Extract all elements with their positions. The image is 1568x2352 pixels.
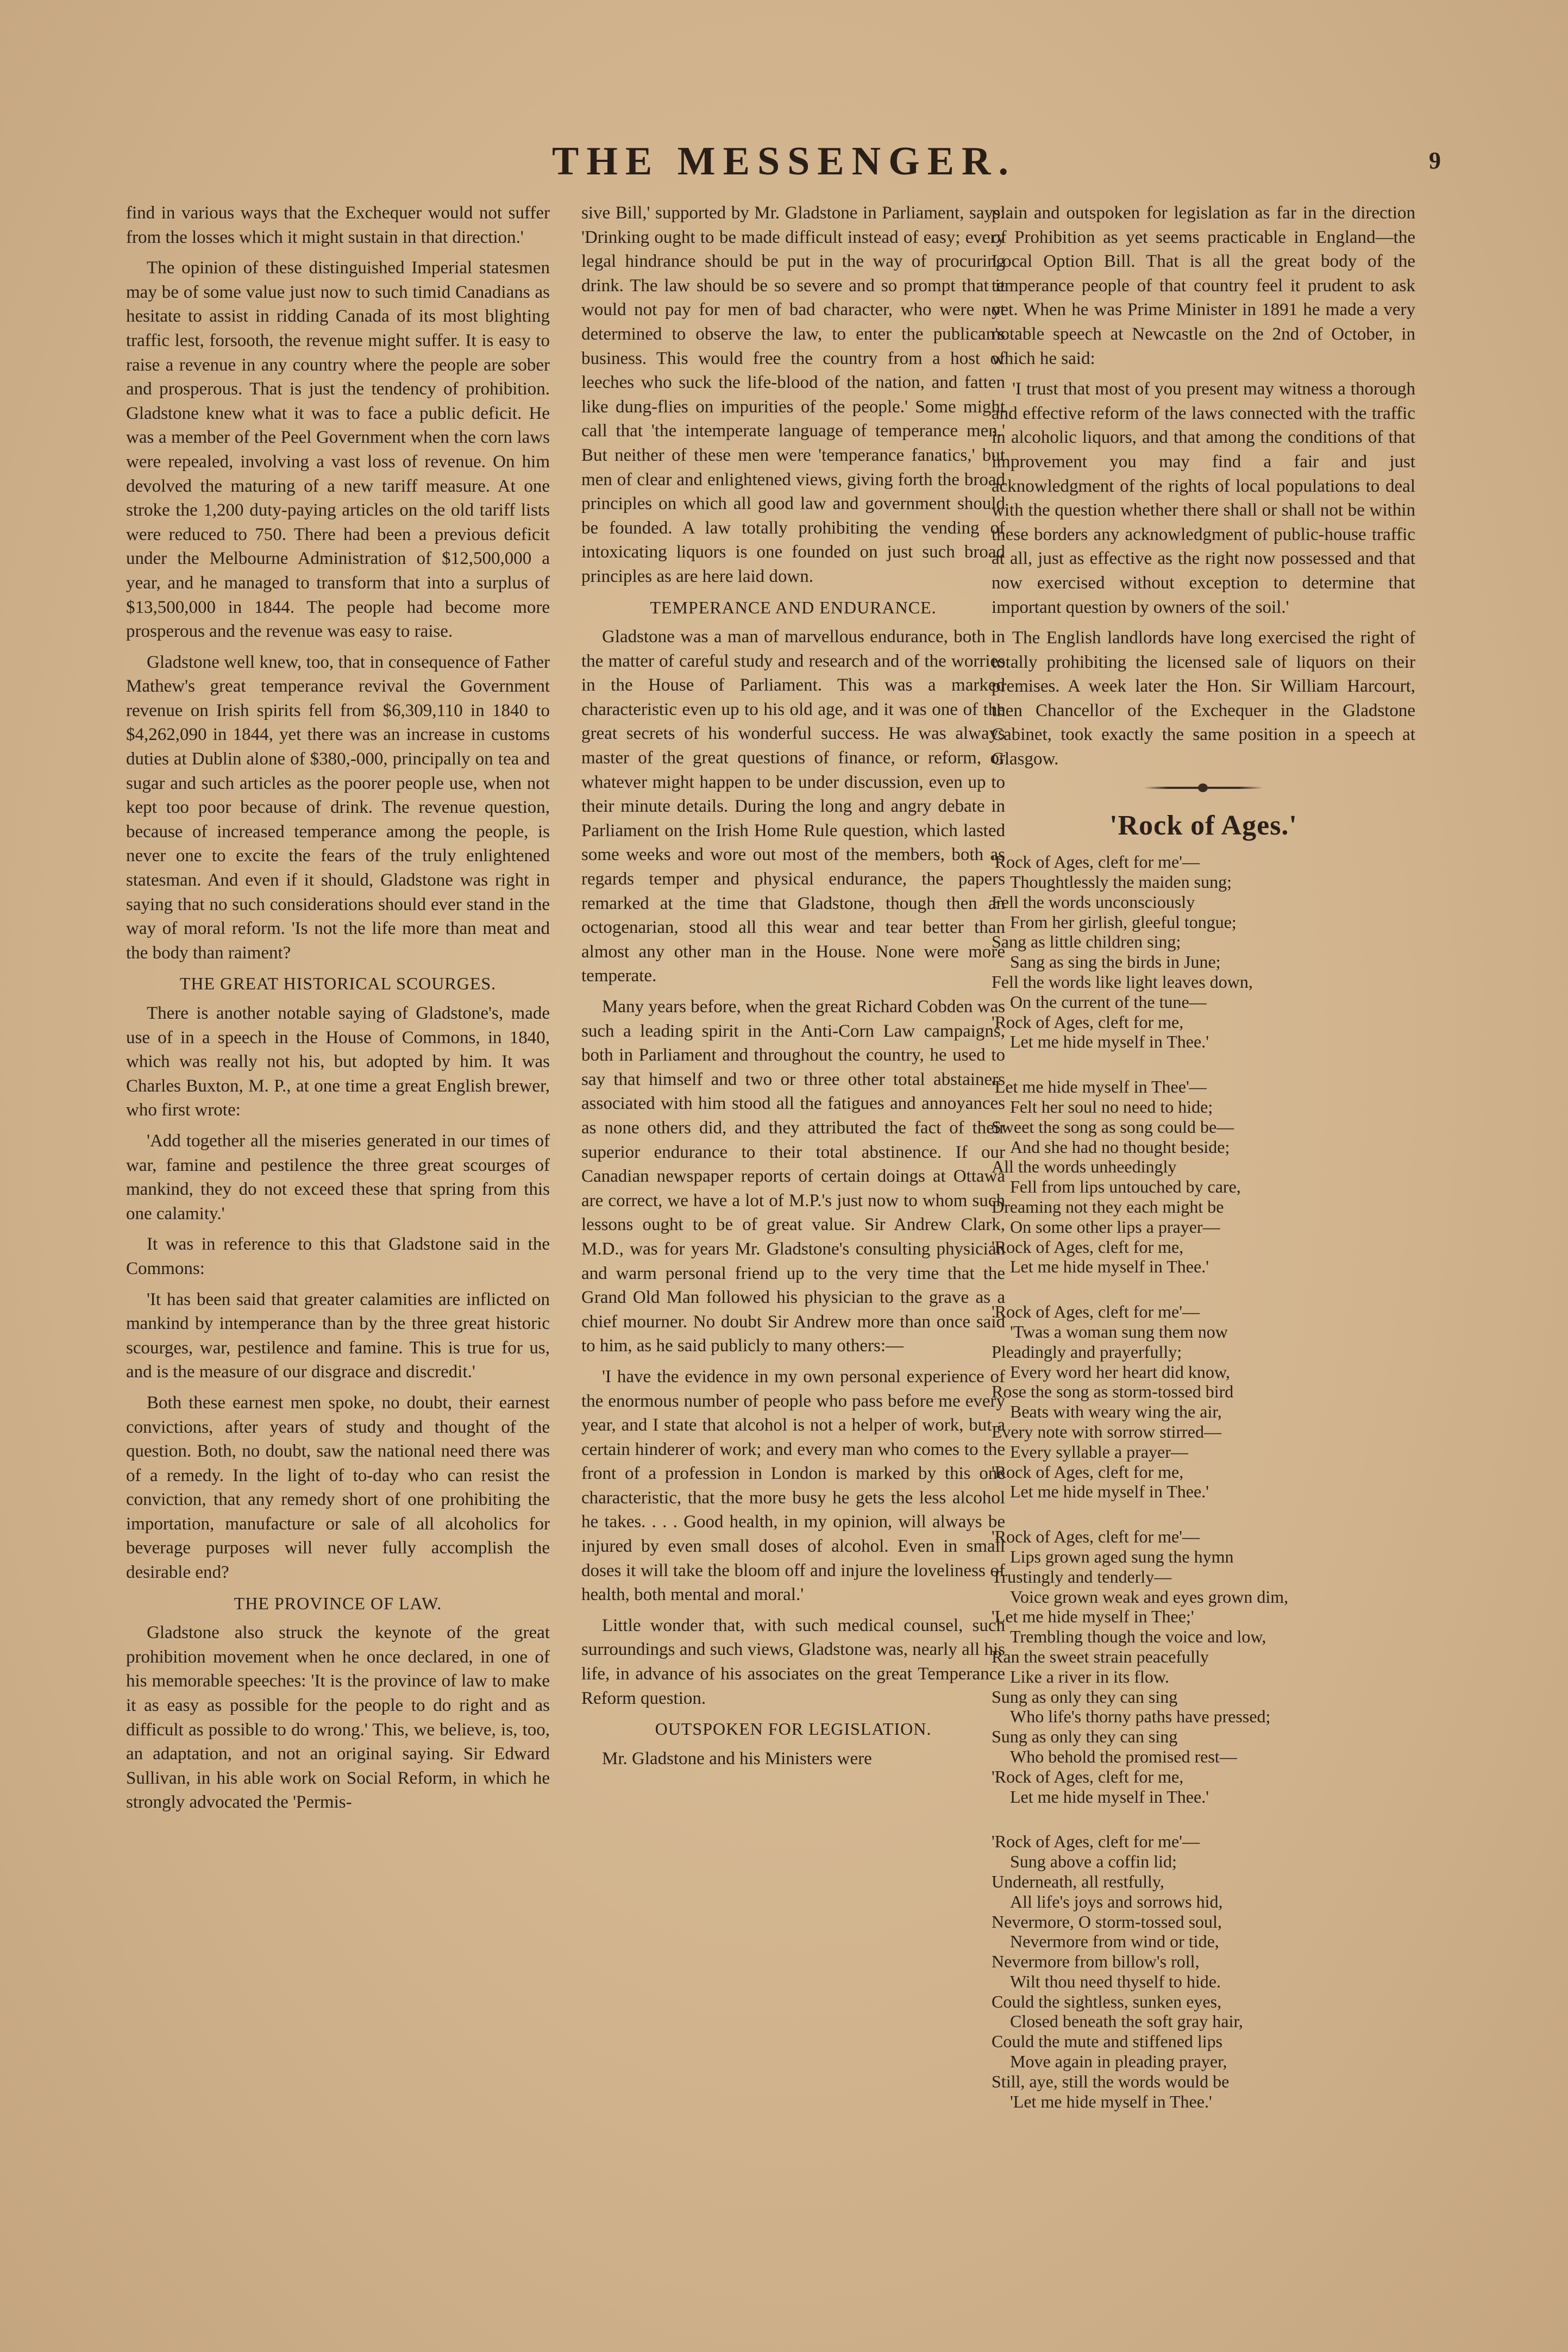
poem-line: Sung as only they can sing [992, 1686, 1178, 1707]
poem-line: Every word her heart did know, [1010, 1362, 1230, 1382]
paragraph: sive Bill,' supported by Mr. Gladstone in Parliament, says: 'Drinking ought to be made difficult instead of easy; every legal hindrance should be put in the way of procuring drink. The law should be so severe and so prompt that it would not pay for men of bad character, who were not determined to observe the law, to enter the publican's business. This would free the country from a host of leeches who suck the life-blood of the nation, and fatten like dung-flies on impurities of the people.' Some might call that 'the intemperate language of temperance men.' But neither of these men were 'temperance fanatics,' but men of clear and enlightened views, giving forth the broad principles on which all good law and government should be founded. A law totally prohibiting the vending of intoxicating liquors is one founded on just such broad principles as are here laid down. [581, 203, 1005, 586]
poem-line: Sweet the song as song could be— [992, 1117, 1234, 1137]
poem-line: Voice grown weak and eyes grown dim, [1010, 1586, 1289, 1607]
paragraph: The opinion of these distinguished Imperial statesmen may be of some value just now to such timid Canadians as hesitate to assist in ridding Canada of its most blighting traffic lest, forsooth, the revenue might suffer. It is easy to raise a revenue in any country where the people are sober and prosperous. That is just the tendency of prohibition. Gladstone knew what it was to face a public deficit. He was a member of the Peel Government when the corn laws were repealed, involving a vast loss of revenue. On him devolved the maturing of a new tariff measure. At one stroke the 1,200 duty-paying articles on the old tariff lists were reduced to 750. There had been a previous deficit under the Melbourne Administration of $12,500,000 a year, and he managed to transform that into a surplus of $13,500,000 in 1844. The people had become more prosperous and the revenue was easy to raise. [126, 258, 550, 642]
column-1 [126, 201, 550, 1821]
poem-line: Could the mute and stiffened lips [992, 2031, 1223, 2052]
poem-line: On some other lips a prayer— [1010, 1216, 1220, 1237]
poem-line: Lips grown aged sung the hymn [1010, 1546, 1234, 1566]
poem-line: Let me hide myself in Thee.' [1010, 1032, 1209, 1052]
poem-line: From her girlish, gleeful tongue; [1010, 912, 1237, 932]
poem-line: Fell the words unconsciously [992, 892, 1195, 912]
poem [992, 852, 1415, 2111]
poem-line: Like a river in its flow. [1010, 1666, 1169, 1686]
poem-line: Sung as only they can sing [992, 1727, 1178, 1747]
poem-line: Nevermore, O storm-tossed soul, [992, 1911, 1222, 1931]
column-3 [992, 201, 1415, 2136]
poem-line: Trembling though the voice and low, [1010, 1627, 1266, 1647]
column-2 [581, 201, 1005, 1777]
paragraph: It was in reference to this that Gladstone said in the Commons: [126, 1234, 550, 1278]
section-heading: TEMPERANCE AND ENDURANCE. [650, 597, 937, 617]
poem-line: 'Rock of Ages, cleft for me, [992, 1012, 1184, 1032]
section-heading: THE PROVINCE OF LAW. [234, 1593, 442, 1613]
paragraph: The English landlords have long exercised the right of totally prohibiting the licensed sale of liquors on their premises. A week later the Hon. Sir William Harcourt, then Chancellor of the Exchequer in the Gladstone Cabinet, took exactly the same position in a speech at Glasgow. [992, 628, 1415, 769]
section-heading: THE GREAT HISTORICAL SCOURGES. [179, 974, 497, 994]
poem-line: All life's joys and sorrows hid, [1010, 1891, 1223, 1911]
poem-line: Let me hide myself in Thee.' [1010, 1786, 1209, 1807]
poem-line: 'Let me hide myself in Thee'— [992, 1077, 1207, 1097]
quotation: 'It has been said that greater calamities are inflicted on mankind by intemperance than by the three great historic scourges, war, pestilence and famine. This is true for us, and is the measure of our disgrace and discredit.' [126, 1289, 550, 1382]
poem-stanza [992, 1077, 1415, 1277]
poem-line: 'Rock of Ages, cleft for me, [992, 1462, 1184, 1482]
poem-line: Sang as little children sing; [992, 932, 1181, 952]
poem-stanza [992, 1527, 1415, 1807]
poem-line: Felt her soul no need to hide; [1010, 1097, 1213, 1117]
paragraph: Little wonder that, with such medical counsel, such surroundings and such views, Gladstone was, nearly all his life, in advance of his associates on the great Temperance Reform question. [581, 1615, 1005, 1708]
poem-line: Let me hide myself in Thee.' [1010, 1257, 1209, 1277]
paragraph: Gladstone well knew, too, that in consequence of Father Mathew's great temperance revival the Government revenue on Irish spirits fell from $6,309,110 in 1840 to $4,262,090 in 1844, yet there was an increase in customs duties at Dublin alone of $380,-000, principally on tea and sugar and such articles as the poorer people use, when not kept too poor because of drink. The revenue question, because of increased temperance among the people, is never one to excite the fears of the truly enlightened statesman. And even if it should, Gladstone was right in saying that no such considerations should ever stand in the way of moral reform. 'Is not the life more than meat and the body than raiment? [126, 652, 550, 963]
poem-line: Sung above a coffin lid; [1010, 1852, 1177, 1872]
ornamental-rule [1144, 787, 1263, 789]
poem-line: 'Twas a woman sung them now [1010, 1321, 1228, 1341]
quotation: 'Add together all the miseries generated in our times of war, famine and pestilence the three great scourges of mankind, they do not exceed these that spring from this one calamity.' [126, 1131, 550, 1224]
poem-line: Ran the sweet strain peacefully [992, 1646, 1209, 1666]
poem-line: Fell the words like light leaves down, [992, 972, 1253, 992]
paragraph: Mr. Gladstone and his Ministers were [602, 1748, 872, 1768]
poem-line: Closed beneath the soft gray hair, [1010, 2011, 1243, 2031]
poem-stanza [992, 1832, 1415, 2111]
masthead: THE MESSENGER. [552, 139, 1016, 184]
poem-stanza [992, 1302, 1415, 1502]
poem-line: Beats with weary wing the air, [1010, 1402, 1222, 1422]
page-number: 9 [1429, 147, 1441, 174]
paragraph: Many years before, when the great Richard Cobden was such a leading spirit in the Anti-Corn Law campaigns, both in Parliament and throughout the country, he used to say that himself and two or three other total abstainers associated with him stood all the fatigues and annoyances as none others did, and they attributed the fact of their superior endurance to their total abstinence. If our Canadian newspaper reports of certain doings at Ottawa are correct, we have a lot of M.P.'s just now to whom such lessons ought to be of great value. Sir Andrew Clark, M.D., was for years Mr. Gladstone's consulting physician and warm personal friend up to the very time that the Grand Old Man followed his physician to the grave as a chief mourner. No doubt Sir Andrew more than once said to him, as he said publicly to many others:— [581, 997, 1005, 1356]
poem-line: On the current of the tune— [1010, 992, 1207, 1012]
poem-line: Sang as sing the birds in June; [1010, 952, 1221, 972]
poem-line: Who behold the promised rest— [1010, 1746, 1237, 1766]
poem-line: Nevermore from billow's roll, [992, 1952, 1200, 1972]
poem-line: 'Rock of Ages, cleft for me'— [992, 1527, 1200, 1547]
poem-line: Every note with sorrow stirred— [992, 1421, 1222, 1441]
poem-line: Nevermore from wind or tide, [1010, 1931, 1219, 1952]
quotation: 'I trust that most of you present may witness a thorough and effective reform of the laws connected with the traffic in alcoholic liquors, and that among the conditions of that improvement you may find a fair and just acknowledgment of the rights of local populations to deal with the question whether there shall or shall not be within these borders any acknowledgment of public-house traffic at all, just as effective as the right now possessed and that now exercised without exception to determine that important question by owners of the soil.' [992, 379, 1415, 617]
poem-stanza [992, 852, 1415, 1052]
poem-line: Could the sightless, sunken eyes, [992, 1991, 1222, 2011]
poem-line: 'Rock of Ages, cleft for me'— [992, 1302, 1200, 1322]
poem-line: Still, aye, still the words would be [992, 2071, 1230, 2091]
poem-title: 'Rock of Ages.' [1109, 810, 1297, 841]
poem-line: 'Rock of Ages, cleft for me, [992, 1766, 1184, 1786]
paragraph: There is another notable saying of Gladstone's, made use of in a speech in the House of Commons, in 1840, which was really not his, but adopted by him. It was Charles Buxton, M. P., at one time a great English brewer, who first wrote: [126, 1003, 550, 1120]
poem-line: 'Rock of Ages, cleft for me'— [992, 1832, 1200, 1852]
poem-line: Who life's thorny paths have pressed; [1010, 1707, 1271, 1727]
poem-line: Dreaming not they each might be [992, 1197, 1224, 1216]
paragraph: Gladstone also struck the keynote of the great prohibition movement when he once declared, in one of his memorable speeches: 'It is the province of law to make it as easy as possible for the people to do right and as difficult as possible to do wrong.' This, we believe, is, too, an adaptation, and not an original saying. Sir Edward Sullivan, in his able work on Social Reform, in which he strongly advocated the 'Permis- [126, 1623, 550, 1812]
quotation: 'I have the evidence in my own personal experience of the enormous number of people who pass before me every year, and I state that alcohol is not a helper of work, but a certain hinderer of work; and every man who comes to the front of a profession in London is marked by this one characteristic, that the more busy he gets the less alcohol he takes. . . . Good health, in my opinion, will always be injured by even small doses of alcohol. Even in small doses it will take the bloom off and injure the loveliness of health, both mental and moral.' [581, 1366, 1005, 1605]
paragraph: plain and outspoken for legislation as far in the direction of Prohibition as yet seems practicable in England—the Local Option Bill. That is all the great body of the temperance people of that country feel it prudent to ask yet. When he was Prime Minister in 1891 he made a very notable speech at Newcastle on the 2nd of October, in which he said: [992, 203, 1415, 368]
poem-line: 'Let me hide myself in Thee.' [1010, 2091, 1212, 2111]
poem-line: Rose the song as storm-tossed bird [992, 1382, 1234, 1402]
poem-line: All the words unheedingly [992, 1157, 1177, 1177]
poem-line: Trustingly and tenderly— [992, 1566, 1172, 1586]
poem-line: Move again in pleading prayer, [1010, 2052, 1227, 2072]
poem-line: And she had no thought beside; [1010, 1137, 1230, 1157]
poem-line: Every syllable a prayer— [1010, 1441, 1188, 1462]
poem-line: Let me hide myself in Thee.' [1010, 1482, 1209, 1502]
paragraph: find in various ways that the Exchequer would not suffer from the losses which it might sustain in that direction.' [126, 203, 550, 247]
paragraph: Both these earnest men spoke, no doubt, their earnest convictions, after years of study and thought of the question. Both, no doubt, saw the national need there was of a remedy. In the light of to-day who can resist the conviction, that any remedy short of one prohibiting the importation, manufacture or sale of all alcoholics for beverage purposes will never fully accomplish the desirable end? [126, 1393, 550, 1583]
poem-line: Pleadingly and prayerfully; [992, 1341, 1182, 1362]
poem-line: 'Rock of Ages, cleft for me'— [992, 852, 1200, 872]
poem-line: Underneath, all restfully, [992, 1871, 1164, 1891]
section-heading: OUTSPOKEN FOR LEGISLATION. [655, 1719, 932, 1739]
poem-line: Thoughtlessly the maiden sung; [1010, 872, 1232, 892]
poem-line: Wilt thou need thyself to hide. [1010, 1971, 1221, 1991]
poem-line: Fell from lips untouched by care, [1010, 1177, 1241, 1197]
paragraph: Gladstone was a man of marvellous endurance, both in the matter of careful study and research and of the worries in the House of Parliament. This was a marked characteristic even up to his old age, and it was one of the great secrets of his wonderful success. He was always master of the great questions of finance, or reform, or whatever might happen to be under discussion, even up to their minute details. During the long and angry debate in Parliament on the Irish Home Rule question, which lasted some weeks and wore out most of the members, both as regards temper and physical endurance, the papers remarked at the time that Gladstone, though then an octogenarian, stood all this wear and tear better than almost any other man in the House. None were more temperate. [581, 627, 1005, 986]
poem-line: 'Let me hide myself in Thee;' [992, 1607, 1194, 1627]
poem-line: 'Rock of Ages, cleft for me, [992, 1237, 1184, 1257]
